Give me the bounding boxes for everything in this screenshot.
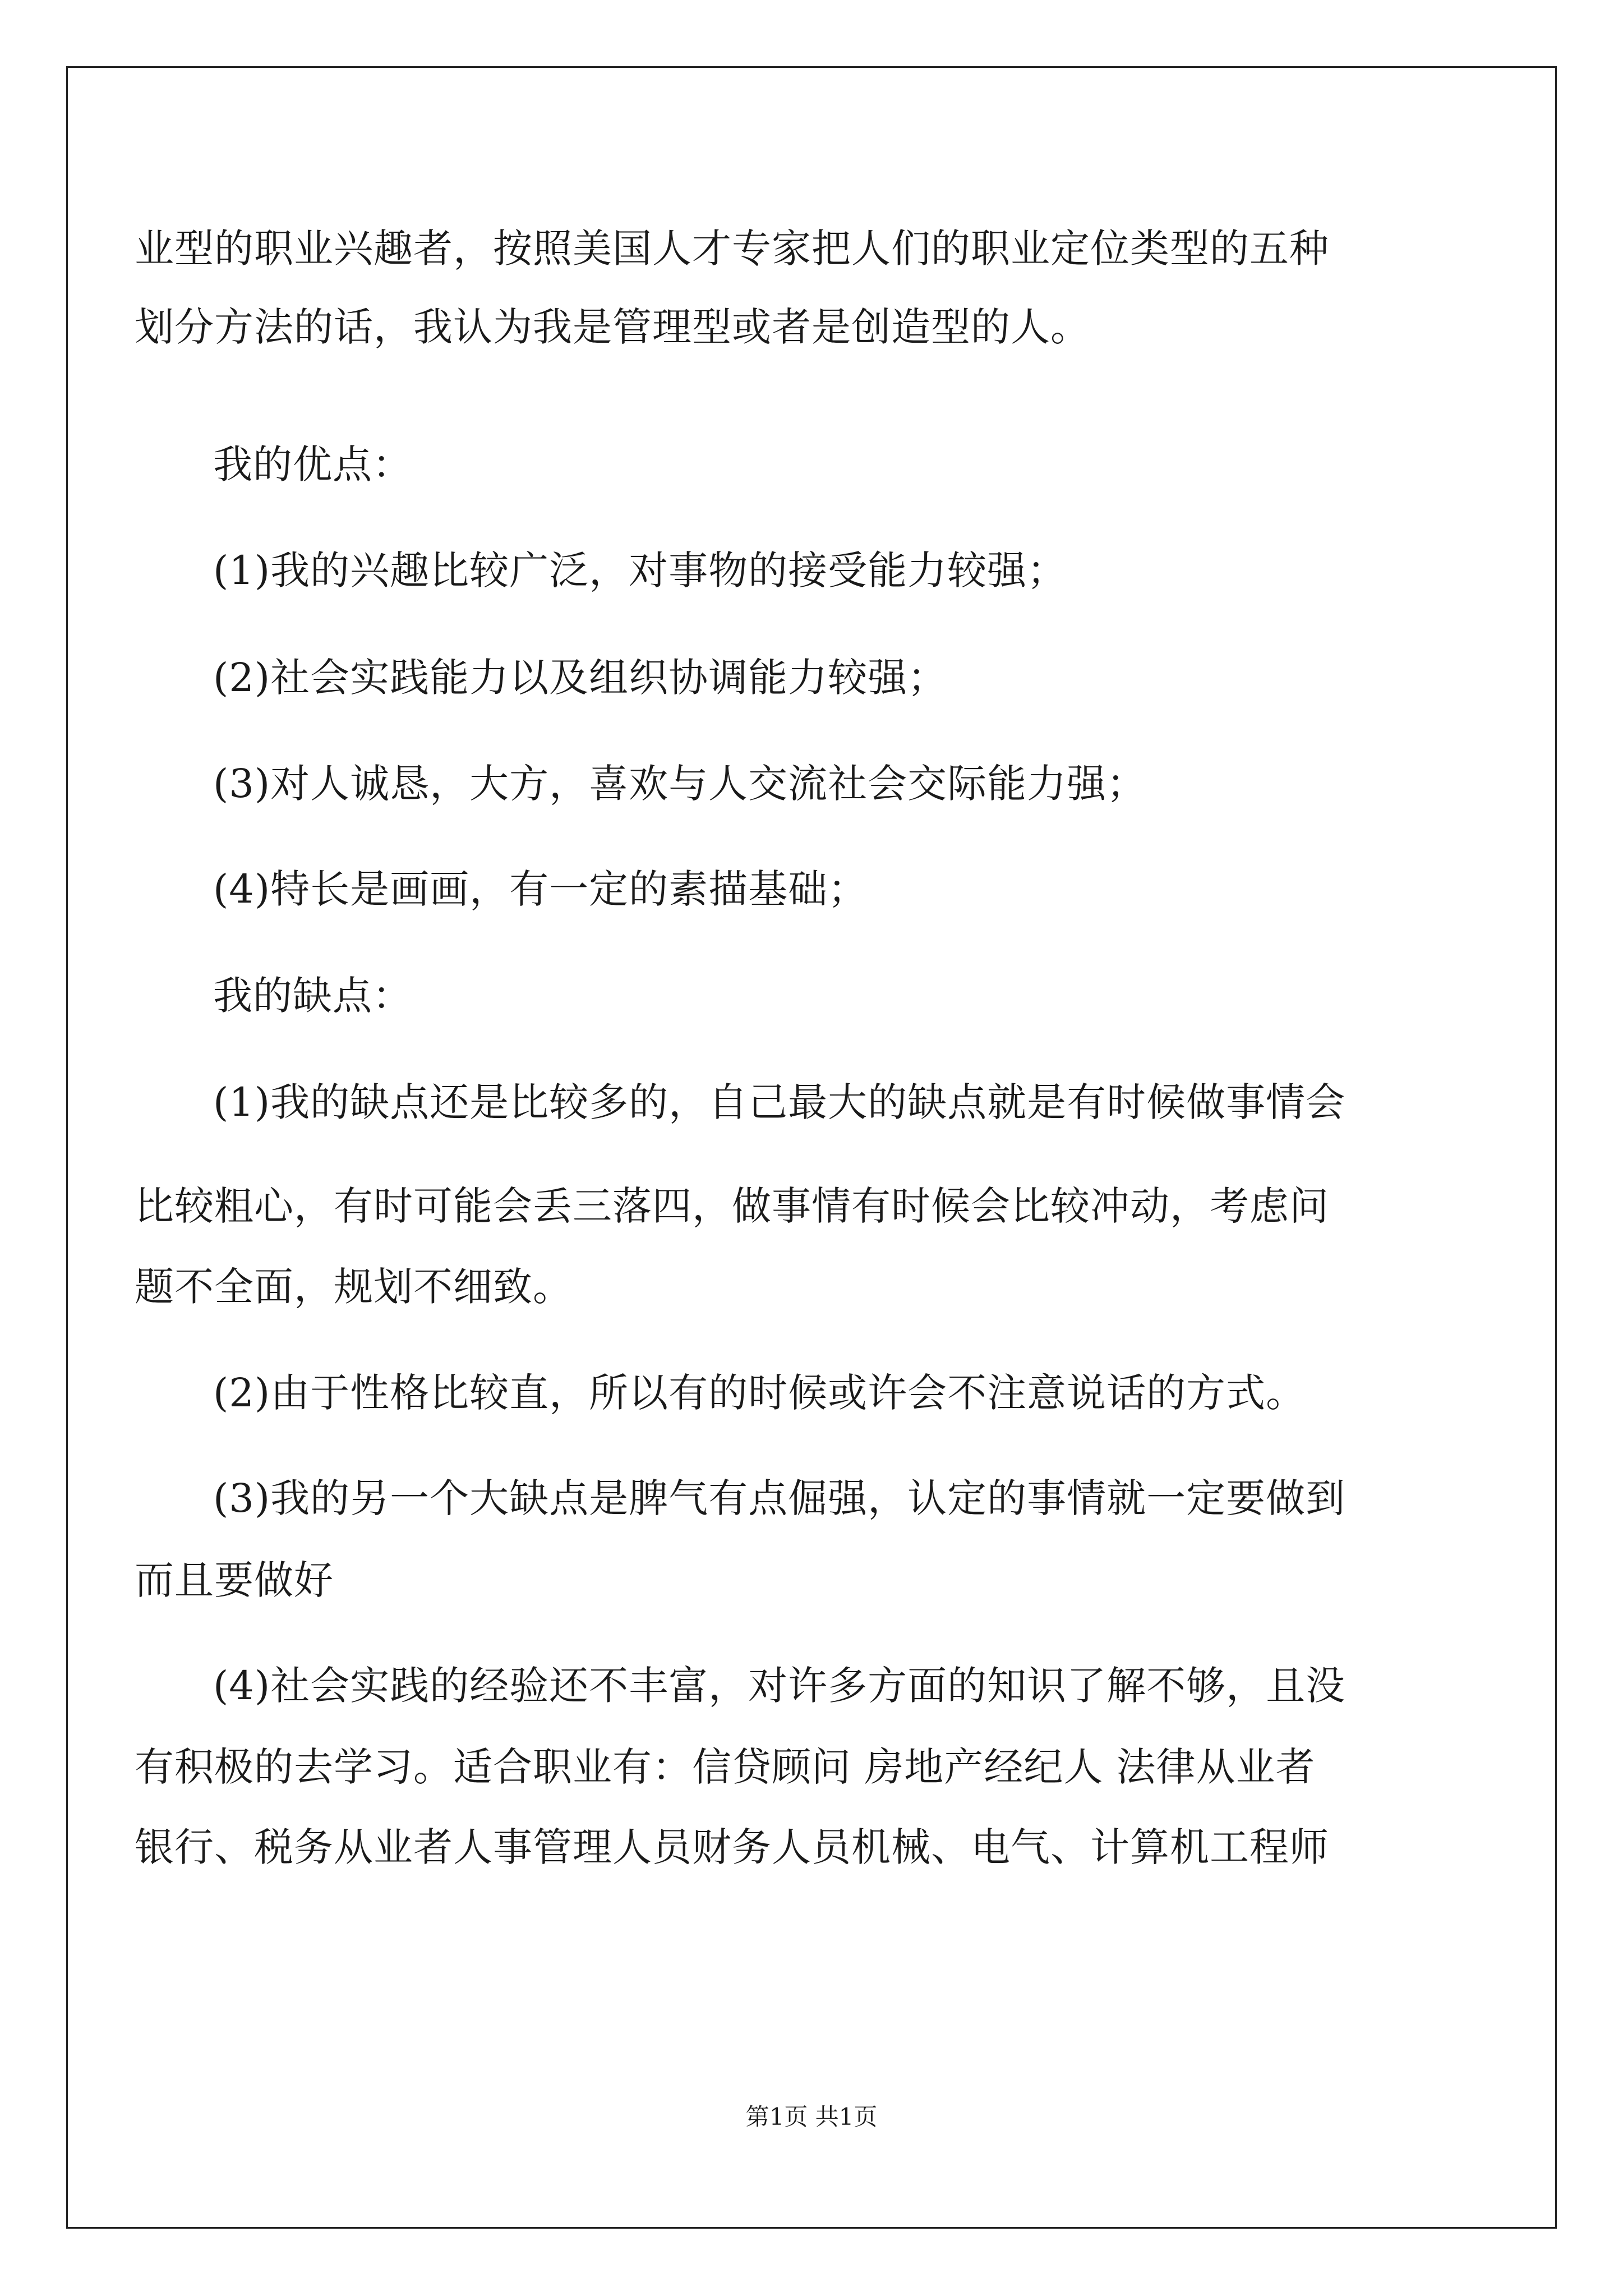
section-heading-weaknesses: 我的缺点： [213,973,412,1019]
list-item: (1)我的缺点还是比较多的，自己最大的缺点就是有时候做事情会 [213,1079,1346,1125]
text-line: 题不全面，规划不细致。 [135,1264,573,1310]
list-item: (4)社会实践的经验还不丰富，对许多方面的知识了解不够，且没 [213,1663,1346,1709]
text-line: 有积极的去学习。适合职业有：信贷顾问 房地产经纪人 法律从业者 [135,1744,1316,1790]
text-line: 比较粗心，有时可能会丢三落四，做事情有时候会比较冲动，考虑问 [135,1183,1329,1229]
text-line: 银行、税务从业者人事管理人员财务人员机械、电气、计算机工程师 [135,1824,1329,1870]
list-item: (4)特长是画画，有一定的素描基础； [213,866,868,912]
list-item: (1)我的兴趣比较广泛，对事物的接受能力较强； [213,547,1067,593]
text-line: 而且要做好 [135,1557,334,1603]
list-item: (2)由于性格比较直，所以有的时候或许会不注意说话的方式。 [213,1370,1306,1416]
text-line: 划分方法的话，我认为我是管理型或者是创造型的人。 [135,304,1090,350]
section-heading-strengths: 我的优点： [213,441,412,487]
page-number-footer: 第1页 共1页 [745,2103,878,2131]
page-border [66,66,1557,2229]
text-line: 业型的职业兴趣者，按照美国人才专家把人们的职业定位类型的五种 [135,226,1329,272]
list-item: (3)对人诚恳，大方，喜欢与人交流社会交际能力强； [213,761,1147,807]
list-item: (2)社会实践能力以及组织协调能力较强； [213,655,948,701]
list-item: (3)我的另一个大缺点是脾气有点倔强，认定的事情就一定要做到 [213,1475,1346,1521]
